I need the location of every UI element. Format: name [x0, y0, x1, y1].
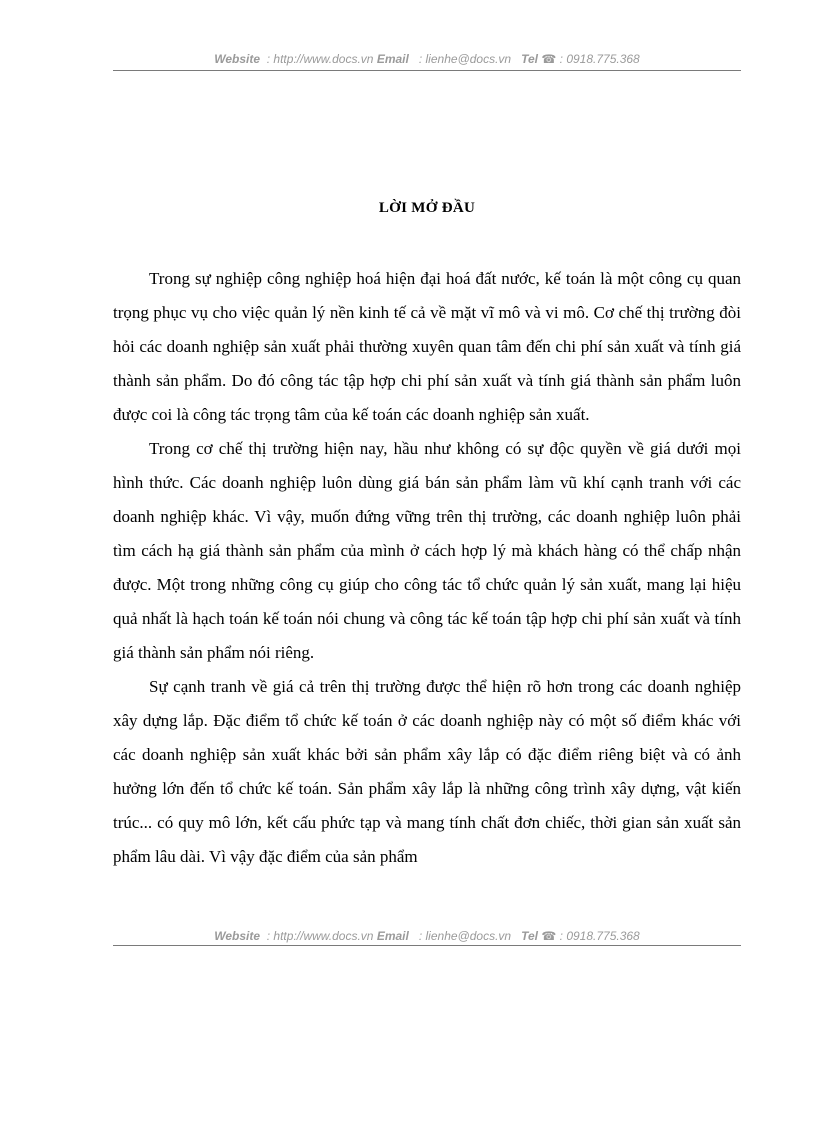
- footer-email-link[interactable]: lienhe@docs.vn: [425, 929, 512, 943]
- page-header: Website : http://www.docs.vn Email : lienhe@docs.vn Tel ☎ : 0918.775.368: [214, 52, 640, 66]
- footer-website-label: Website: [214, 929, 261, 943]
- footer-tel-label: Tel: [521, 929, 539, 943]
- paragraph: Trong cơ chế thị trường hiện nay, hầu như không có sự độc quyền về giá dưới mọi hình thức. Các doanh nghiệp luôn dùng giá bán sản phẩm làm vũ khí cạnh tranh với các doanh nghiệp khác. Vì vậy, muốn đứng vững trên thị trường, các doanh nghiệp luôn phải tìm cách hạ giá thành sản phẩm của mình ở cách hợp lý mà khách hàng có thể chấp nhận được. Một trong những công cụ giúp cho công tác tổ chức quản lý sản xuất, mang lại hiệu quả nhất là hạch toán kế toán nói chung và công tác kế toán tập hợp chi phí sản xuất và tính giá thành sản phẩm nói riêng.: [113, 439, 741, 662]
- header-divider: [113, 70, 741, 71]
- paragraph: Sự cạnh tranh về giá cả trên thị trường được thể hiện rõ hơn trong các doanh nghiệp xây dựng lắp. Đặc điểm tổ chức kế toán ở các doanh nghiệp này có một số điểm khác với các doanh nghiệp sản xuất khác bởi sản phẩm xây lắp có đặc điểm riêng biệt và có ảnh hưởng lớn đến tổ chức kế toán. Sản phẩm xây lắp là những công trình xây dựng, vật kiến trúc... có quy mô lớn, kết cấu phức tạp và mang tính chất đơn chiếc, thời gian sản xuất sản phẩm lâu dài. Vì vậy đặc điểm của sản phẩm: [113, 677, 741, 866]
- header-website-link[interactable]: http://www.docs.vn: [273, 52, 374, 66]
- document-title: LỜI MỞ ĐẦU: [378, 200, 476, 216]
- header-email-label: Email: [376, 52, 409, 66]
- page-footer: Website : http://www.docs.vn Email : lienhe@docs.vn Tel ☎ : 0918.775.368: [214, 929, 640, 943]
- footer-email-label: Email: [376, 929, 409, 943]
- footer-divider: [113, 945, 741, 946]
- header-tel-value: 0918.775.368: [566, 52, 640, 66]
- footer-tel-value: 0918.775.368: [566, 929, 640, 943]
- phone-icon: ☎: [541, 52, 557, 66]
- document-body: [113, 262, 741, 874]
- phone-icon: ☎: [541, 929, 557, 943]
- header-tel-label: Tel: [521, 52, 539, 66]
- paragraph: Trong sự nghiệp công nghiệp hoá hiện đại hoá đất nước, kế toán là một công cụ quan trọng phục vụ cho việc quản lý nền kinh tế cả về mặt vĩ mô và vi mô. Cơ chế thị trường đòi hỏi các doanh nghiệp sản xuất phải thường xuyên quan tâm đến chi phí sản xuất và tính giá thành sản phẩm. Do đó công tác tập hợp chi phí sản xuất và tính giá thành sản phẩm luôn được coi là công tác trọng tâm của kế toán các doanh nghiệp sản xuất.: [113, 269, 741, 424]
- header-website-label: Website: [214, 52, 261, 66]
- header-email-link[interactable]: lienhe@docs.vn: [425, 52, 512, 66]
- footer-website-link[interactable]: http://www.docs.vn: [273, 929, 374, 943]
